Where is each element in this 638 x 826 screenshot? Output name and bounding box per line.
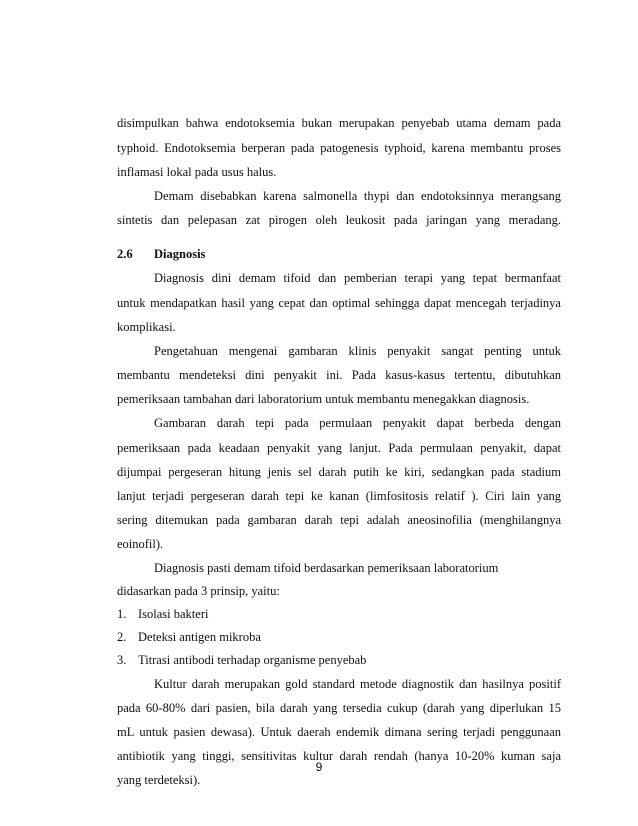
text-line: Pengetahuan mengenai gambaran klinis penyakit sangat penting untuk	[154, 344, 561, 358]
list-item	[117, 652, 366, 668]
text-line: pemeriksaan pada keadaan penyakit yang lanjut. Pada permulaan penyakit, dapat	[117, 441, 561, 455]
text-line: inflamasi lokal pada usus halus.	[117, 165, 277, 179]
list-item-text: Deteksi antigen mikroba	[138, 630, 261, 644]
text-line: Kultur darah merupakan gold standard metode diagnostik dan hasilnya positif	[154, 677, 561, 691]
text-line: dijumpai pergeseran hitung jenis sel darah putih ke kiri, sedangkan pada stadium	[117, 465, 561, 479]
text-line: disimpulkan bahwa endotoksemia bukan merupakan penyebab utama demam pada	[117, 116, 561, 130]
text-line: eoinofil).	[117, 537, 164, 551]
text-line: antibiotik yang tinggi, sensitivitas kultur darah rendah (hanya 10-20% kuman saja	[117, 749, 561, 763]
text-line: sintetis dan pelepasan zat pirogen oleh leukosit pada jaringan yang meradang.	[117, 213, 561, 227]
text-line: Gambaran darah tepi pada permulaan penyakit dapat berbeda dengan	[154, 416, 561, 430]
list-item	[117, 629, 261, 645]
text-line: membantu mendeteksi dini penyakit ini. Pada kasus-kasus tertentu, dibutuhkan	[117, 368, 561, 382]
page-number: 9	[315, 760, 323, 774]
text-line: Demam disebabkan karena salmonella thypi dan endotoksinnya merangsang	[154, 189, 561, 203]
list-item-text: Isolasi bakteri	[138, 607, 209, 621]
text-line: Diagnosis dini demam tifoid dan pemberian terapi yang tepat bermanfaat	[154, 271, 561, 285]
text-line: sering ditemukan pada gambaran darah tepi adalah aneosinofilia (menghilangnya	[117, 513, 561, 527]
list-item-text: Titrasi antibodi terhadap organisme penyebab	[138, 653, 367, 667]
list-item-number: 1.	[117, 607, 127, 621]
section-number: 2.6	[117, 247, 133, 261]
text-line: komplikasi.	[117, 320, 176, 334]
text-line: yang terdeteksi).	[117, 773, 201, 787]
text-line: typhoid. Endotoksemia berperan pada patogenesis typhoid, karena membantu proses	[117, 141, 561, 155]
text-line: lanjut terjadi pergeseran darah tepi ke kanan (limfositosis relatif ). Ciri lain yang	[117, 489, 561, 503]
list-item	[117, 606, 208, 622]
section-title: Diagnosis	[154, 247, 206, 261]
text-line: pemeriksaan tambahan dari laboratorium untuk membantu menegakkan diagnosis.	[117, 392, 530, 406]
text-line: didasarkan pada 3 prinsip, yaitu:	[117, 584, 280, 598]
text-line: Diagnosis pasti demam tifoid berdasarkan pemeriksaan laboratorium	[154, 561, 499, 575]
section-heading	[117, 246, 205, 262]
list-item-number: 3.	[117, 653, 127, 667]
text-line: pada 60-80% dari pasien, bila darah yang tersedia cukup (darah yang diperlukan 15	[117, 701, 561, 715]
list-item-number: 2.	[117, 630, 127, 644]
text-line: untuk mendapatkan hasil yang cepat dan optimal sehingga dapat mencegah terjadinya	[117, 296, 561, 310]
text-line: mL untuk pasien dewasa). Untuk daerah endemik dimana sering terjadi penggunaan	[117, 725, 561, 739]
